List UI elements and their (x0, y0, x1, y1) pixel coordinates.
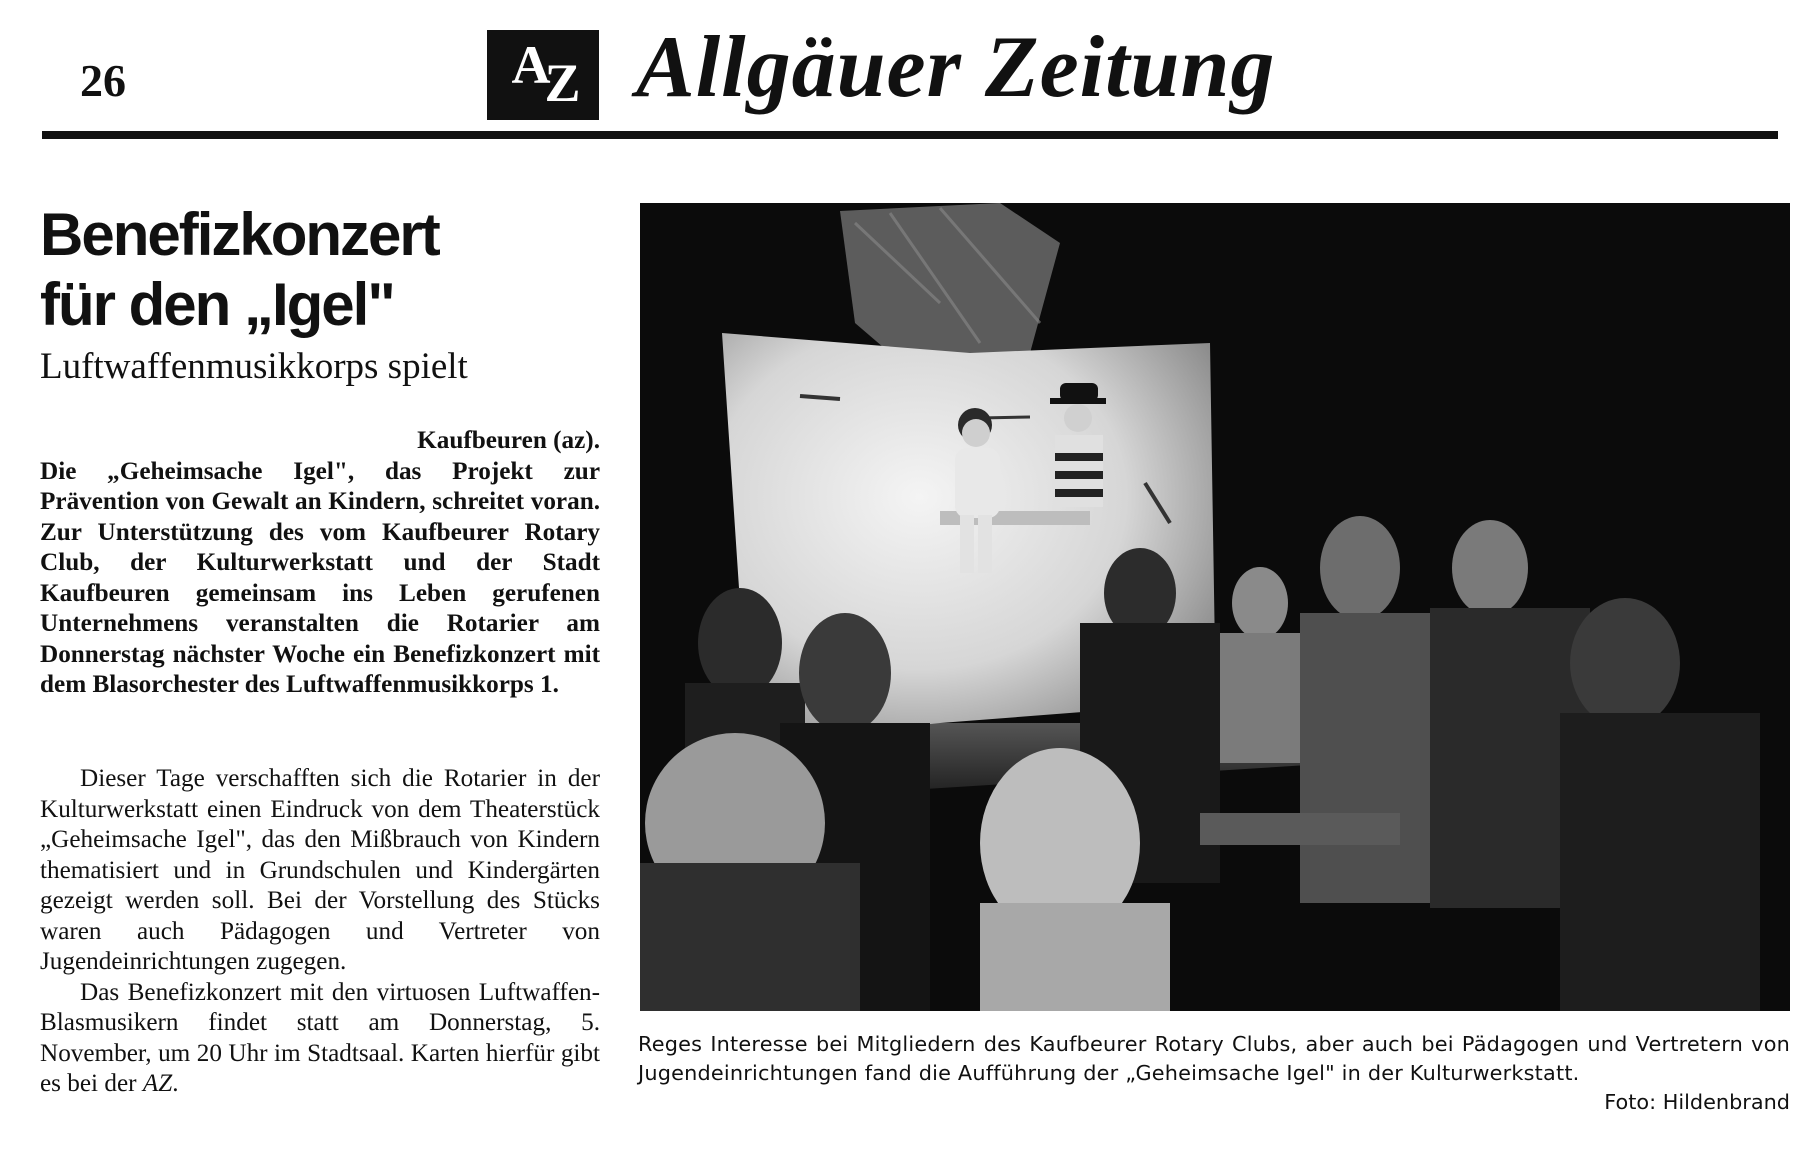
logo-letter-z: Z (544, 53, 575, 113)
article-headline (40, 200, 620, 340)
headline-line-2: für den „Igel" (40, 271, 394, 338)
article-lead (40, 426, 600, 701)
lead-text: Die „Geheimsache Igel", das Projekt zur Prävention von Gewalt an Kindern, schreitet voran. Zur Unterstützung des vom Kaufbeurer Rotary Club, der Kulturwerkstatt und der Stadt Kaufbeuren gemeinsam ins Leben gerufenen Unternehmens veranstalten die Rotarier am Donnerstag nächster Woche ein Benefizkonzert mit dem Blasorchester des Luftwaffenmusikkorps 1. (40, 457, 600, 698)
actor-right-with-hat (1050, 383, 1106, 507)
body-paragraph-2 (40, 978, 600, 1100)
headline-line-1: Benefizkonzert (40, 201, 439, 268)
theater-scene-illustration (640, 203, 1790, 1011)
paragraph-2-end: . (172, 1070, 179, 1097)
article-photo (640, 203, 1790, 1011)
photo-credit: Foto: Hildenbrand (1604, 1090, 1790, 1114)
body-paragraph-1: Dieser Tage verschafften sich die Rotarier in der Kulturwerkstatt einen Eindruck von dem Theaterstück „Geheimsache Igel", das den Mißbrauch von Kindern thematisiert und in Grundschulen und Kindergärten gezeigt werden soll. Bei der Vorstellung des Stücks waren auch Pädagogen und Vertreter von Jugendeinrichtungen zugegen. (40, 765, 600, 975)
photo-caption: Reges Interesse bei Mitgliedern des Kaufbeurer Rotary Clubs, aber auch bei Pädagogen und Vertretern von Jugendeinrichtungen fand die Aufführung der „Geheimsache Igel" in der Kulturwerkstatt. (638, 1032, 1790, 1085)
paragraph-2-text: Das Benefizkonzert mit den virtuosen Luftwaffen-Blasmusikern findet statt am Donnerstag, 5. November, um 20 Uhr im Stadtsaal. Karten hierfür gibt es bei der (40, 978, 600, 1097)
dateline: Kaufbeuren (az). (417, 427, 600, 454)
article-subheadline: Luftwaffenmusikkorps spielt (40, 346, 468, 387)
logo-letter-a: A (511, 35, 545, 95)
article-body (40, 764, 600, 1100)
page-number: 26 (80, 55, 126, 106)
az-abbrev: AZ (142, 1070, 173, 1097)
az-logo (487, 30, 599, 120)
newspaper-name: Allgäuer Zeitung (636, 19, 1276, 116)
masthead-divider (42, 131, 1778, 139)
